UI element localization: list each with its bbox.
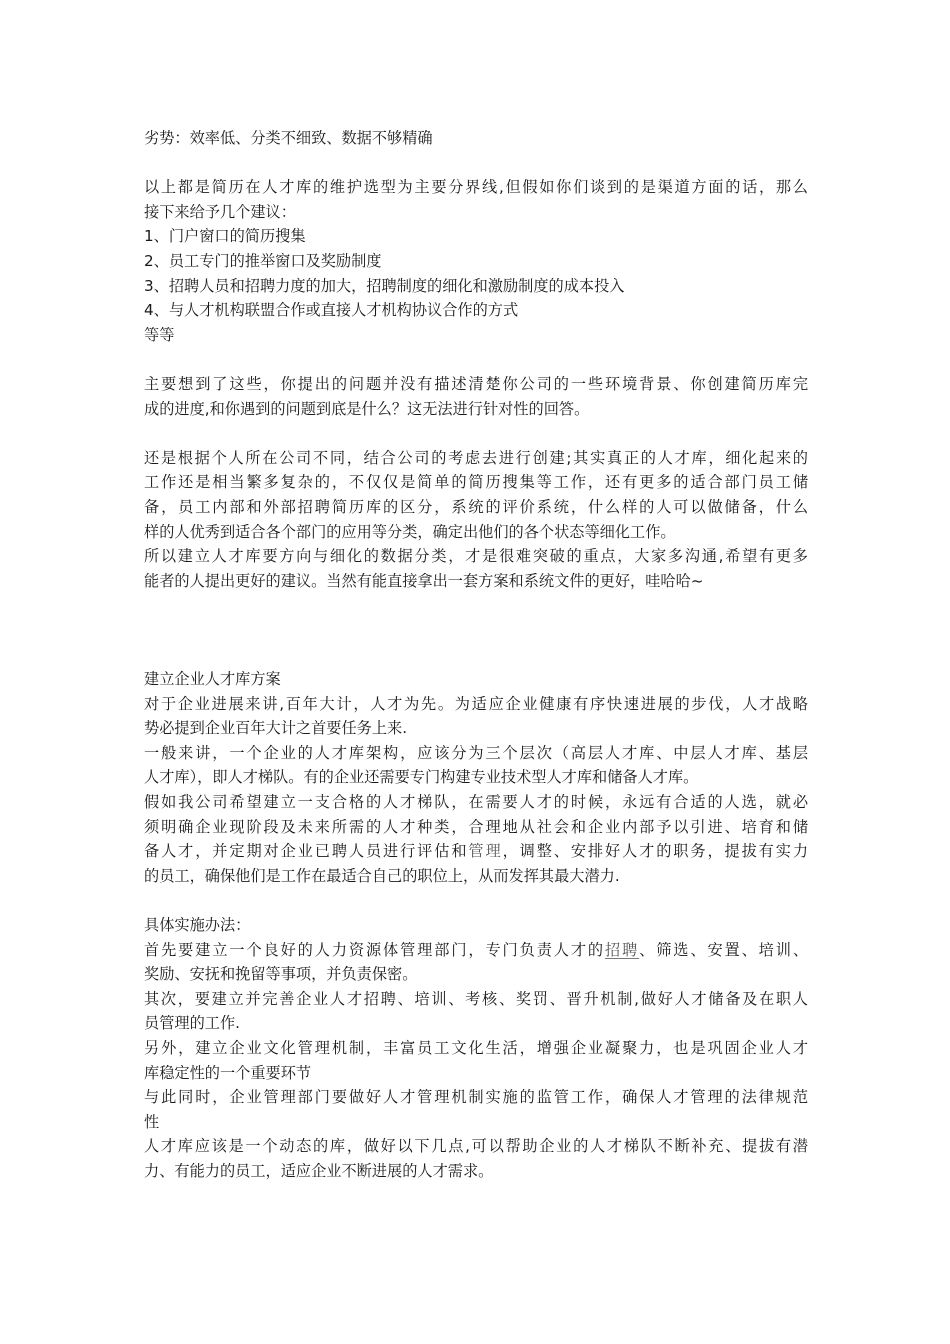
methods-heading	[144, 913, 808, 938]
text-line: 工作还是相当繁多复杂的，不仅仅是简单的简历搜集等工作，还有更多的适合部门员工储	[144, 473, 808, 492]
text-line: 须明确企业现阶段及未来所需的人才种类，合理地从社会和企业内部予以引进、培育和储	[144, 817, 808, 836]
list-item: 4、与人才机构联盟合作或直接人才机构协议合作的方式	[144, 301, 519, 320]
list-item: 1、门户窗口的简历搜集	[144, 227, 306, 246]
text-line: 一般来讲，一个企业的人才库架构，应该分为三个层次（高层人才库、中层人才库、基层	[144, 743, 808, 762]
text-line: 成的进度,和你遇到的问题到底是什么？这无法进行针对性的回答。	[144, 399, 590, 418]
text-line: 还是根据个人所在公司不同，结合公司的考虑去进行创建;其实真正的人才库，细化起来的	[144, 448, 808, 467]
text-line: 势必提到企业百年大计之首要任务上来.	[144, 719, 408, 738]
disadvantage-paragraph	[144, 126, 808, 151]
text-line: 力、有能力的员工，适应企业不断进展的人才需求。	[144, 1161, 494, 1180]
text-line: 员管理的工作.	[144, 1014, 240, 1033]
text-line: 奖励、安抚和挽留等事项，并负责保密。	[144, 965, 418, 984]
text-line: 对于企业进展来讲,百年大计，人才为先。为适应企业健康有序快速进展的步伐，人才战略	[144, 694, 808, 713]
section-gap	[144, 593, 808, 667]
supervision-paragraph	[144, 1085, 808, 1134]
suggestion-list	[144, 224, 808, 347]
text-line: 备，员工内部和外部招聘简历库的区分，系统的评价系统，什么样的人可以做储备，什么	[144, 497, 808, 516]
document-body	[144, 126, 808, 1184]
text-line: 库稳定性的一个重要环节	[144, 1063, 312, 1082]
blank-line	[144, 888, 808, 913]
talent-echelon-paragraph	[144, 790, 808, 888]
recruitment-link[interactable]: 招聘	[605, 940, 640, 959]
dynamic-library-paragraph	[144, 1134, 808, 1183]
text-line: 劣势：效率低、分类不细致、数据不够精确	[144, 129, 433, 147]
text-line: 性	[144, 1112, 160, 1131]
text-line: 假如我公司希望建立一支合格的人才梯队，在需要人才的时候，永远有合适的人选，就必	[144, 793, 808, 812]
text-line: 人才库应该是一个动态的库，做好以下几点,可以帮助企业的人才梯队不断补充、提拔有潜	[144, 1137, 808, 1156]
text-line: 能者的人提出更好的建议。当然有能直接拿出一套方案和系统文件的更好，哇哈哈~	[144, 571, 704, 590]
strategy-paragraph	[144, 692, 808, 741]
management-term: 管理	[468, 842, 503, 861]
hr-department-paragraph	[144, 938, 808, 987]
conclusion-paragraph	[144, 544, 808, 593]
list-item: 2、员工专门的推举窗口及奖励制度	[144, 251, 382, 270]
channel-intro-paragraph	[144, 175, 808, 224]
section-heading	[144, 667, 808, 692]
text-segment: 、筛选、安置、培训、	[639, 940, 809, 959]
text-segment: ，调整、安排好人才的职务，提拔有实力	[502, 842, 809, 861]
blank-line	[144, 151, 808, 176]
text-line: 人才库），即人才梯队。有的企业还需要专门构建专业技术型人才库和储备人才库。	[144, 768, 699, 787]
structure-paragraph	[144, 741, 808, 790]
text-line: 样的人优秀到适合各个部门的应用等分类，确定出他们的各个状态等细化工作。	[144, 522, 676, 541]
text-line	[144, 938, 808, 963]
text-line	[144, 839, 808, 864]
methods-title: 具体实施办法：	[144, 916, 251, 935]
text-line: 所以建立人才库要方向与细化的数据分类，才是很难突破的重点，大家多沟通,希望有更多	[144, 547, 808, 566]
text-line: 的员工，确保他们是工作在最适合自己的职位上，从而发挥其最大潜力.	[144, 866, 620, 885]
text-segment: 首先要建立一个良好的人力资源体管理部门，专门负责人才的	[144, 940, 605, 959]
blank-line	[144, 347, 808, 372]
culture-paragraph	[144, 1036, 808, 1085]
summary-paragraph	[144, 372, 808, 421]
text-line: 另外，建立企业文化管理机制，丰富员工文化生活，增强企业凝聚力，也是巩固企业人才	[144, 1038, 808, 1057]
list-item: 3、招聘人员和招聘力度的加大，招聘制度的细化和激励制度的成本投入	[144, 276, 625, 295]
text-line: 与此同时，企业管理部门要做好人才管理机制实施的监管工作，确保人才管理的法律规范	[144, 1088, 808, 1107]
text-segment: 备人才，并定期对企业已聘人员进行评估和	[144, 842, 469, 861]
text-line: 主要想到了这些，你提出的问题并没有描述清楚你公司的一些环境背景、你创建简历库完	[144, 374, 808, 393]
text-line: 接下来给予几个建议：	[144, 202, 296, 221]
creation-paragraph	[144, 446, 808, 544]
list-etc: 等等	[144, 325, 175, 344]
text-line: 以上都是简历在人才库的维护选型为主要分界线,但假如你们谈到的是渠道方面的话，那么	[144, 178, 808, 197]
section-title: 建立企业人才库方案	[144, 670, 281, 689]
mechanism-paragraph	[144, 987, 808, 1036]
blank-line	[144, 421, 808, 446]
text-line: 其次，要建立并完善企业人才招聘、培训、考核、奖罚、晋升机制,做好人才储备及在职人	[144, 989, 808, 1008]
